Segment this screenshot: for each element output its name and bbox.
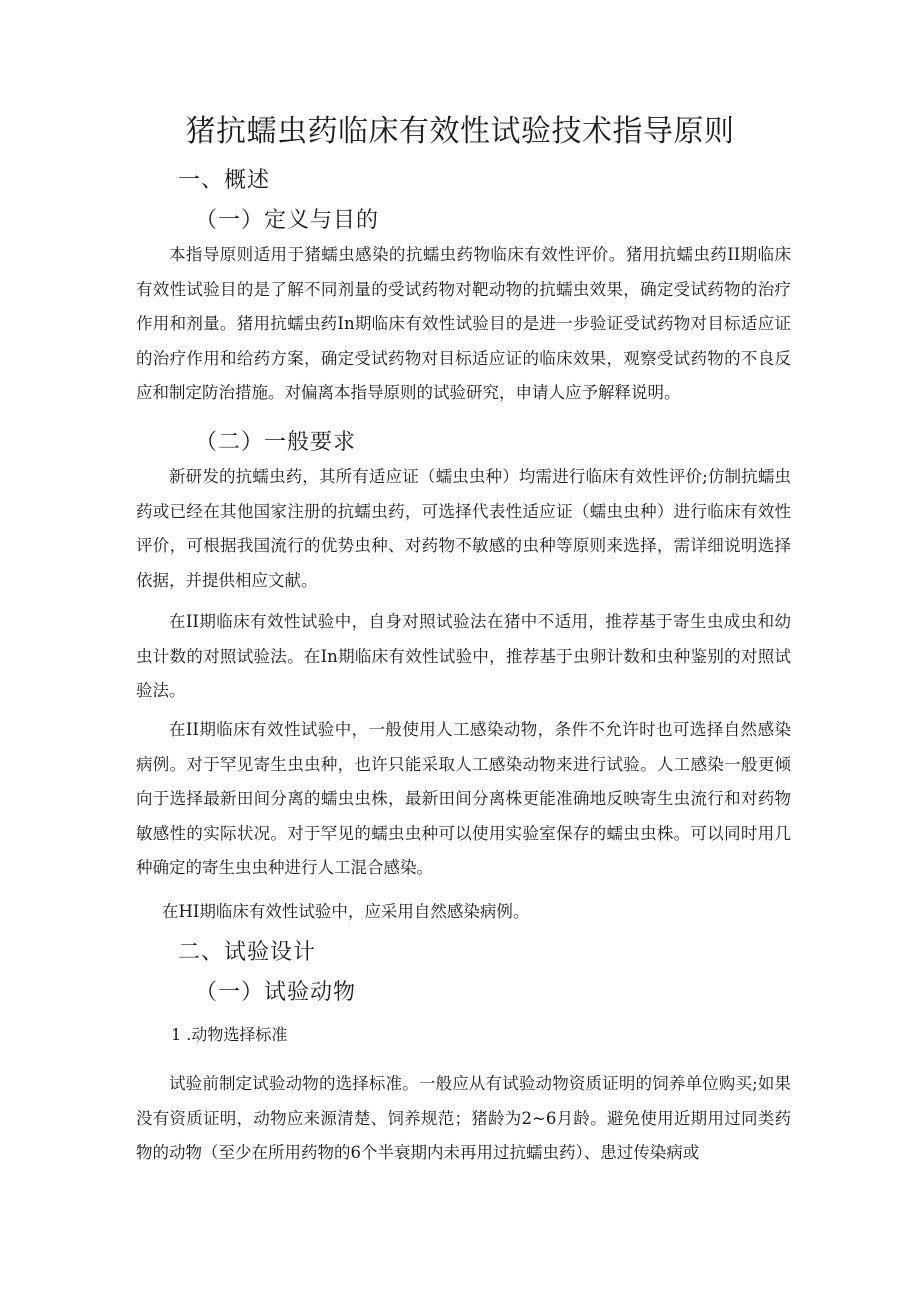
subsection-heading-definition: （一）定义与目的 xyxy=(195,208,380,233)
subsection-heading-general-requirements: （二）一般要求 xyxy=(195,430,357,455)
paragraph-general-3: 在II期临床有效性试验中，一般使用人工感染动物，条件不允许时也可选择自然感染病例。对于罕见寄生虫虫种，也许只能采取人工感染动物来进行试验。人工感染一般更倾向于选择最新田间分离的蠕虫虫株，最新田间分离株更能准确地反映寄生虫流行和对药物敏感性的实际状况。对于罕见的蠕虫虫种可以使用实验室保存的蠕虫虫株。可以同时用几种确定的寄生虫虫种进行人工混合感染。 xyxy=(136,720,791,877)
section-heading-overview: 一、概述 xyxy=(178,168,271,193)
subsection-heading-test-animals: （一）试验动物 xyxy=(195,980,357,1005)
document-title: 猪抗蠕虫药临床有效性试验技术指导原则 xyxy=(185,114,735,149)
paragraph-general-4: 在HI期临床有效性试验中，应采用自然感染病例。 xyxy=(162,902,530,921)
paragraph-animal-selection: 试验前制定试验动物的选择标准。一般应从有试验动物资质证明的饲养单位购买;如果没有资质证明，动物应来源清楚、饲养规范；猪龄为2~6月龄。避免使用近期用过同类药物的动物（至少在所用药物的6个半衰期内未再用过抗蠕虫药）、患过传染病或 xyxy=(136,1074,791,1162)
item-label-animal-selection: 1 .动物选择标准 xyxy=(171,1025,288,1044)
paragraph-general-2: 在II期临床有效性试验中，自身对照试验法在猪中不适用，推荐基于寄生虫成虫和幼虫计数的对照试验法。在In期临床有效性试验中，推荐基于虫卵计数和虫种鉴别的对照试验法。 xyxy=(136,612,791,700)
section-heading-trial-design: 二、试验设计 xyxy=(178,940,317,965)
paragraph-general-1: 新研发的抗蠕虫药，其所有适应证（蠕虫虫种）均需进行临床有效性评价;仿制抗蠕虫药或已经在其他国家注册的抗蠕虫药，可选择代表性适应证（蠕虫虫种）进行临床有效性评价，可根据我国流行的优势虫种、对药物不敏感的虫种等原则来选择，需详细说明选择依据，并提供相应文献。 xyxy=(136,467,791,590)
paragraph-definition: 本指导原则适用于猪蠕虫感染的抗蠕虫药物临床有效性评价。猪用抗蠕虫药II期临床有效性试验目的是了解不同剂量的受试药物对靶动物的抗蠕虫效果，确定受试药物的治疗作用和剂量。猪用抗蠕虫药In期临床有效性试验目的是进一步验证受试药物对目标适应证的治疗作用和给药方案，确定受试药物对目标适应证的临床效果，观察受试药物的不良反应和制定防治措施。对偏离本指导原则的试验研究，申请人应予解释说明。 xyxy=(136,245,791,402)
